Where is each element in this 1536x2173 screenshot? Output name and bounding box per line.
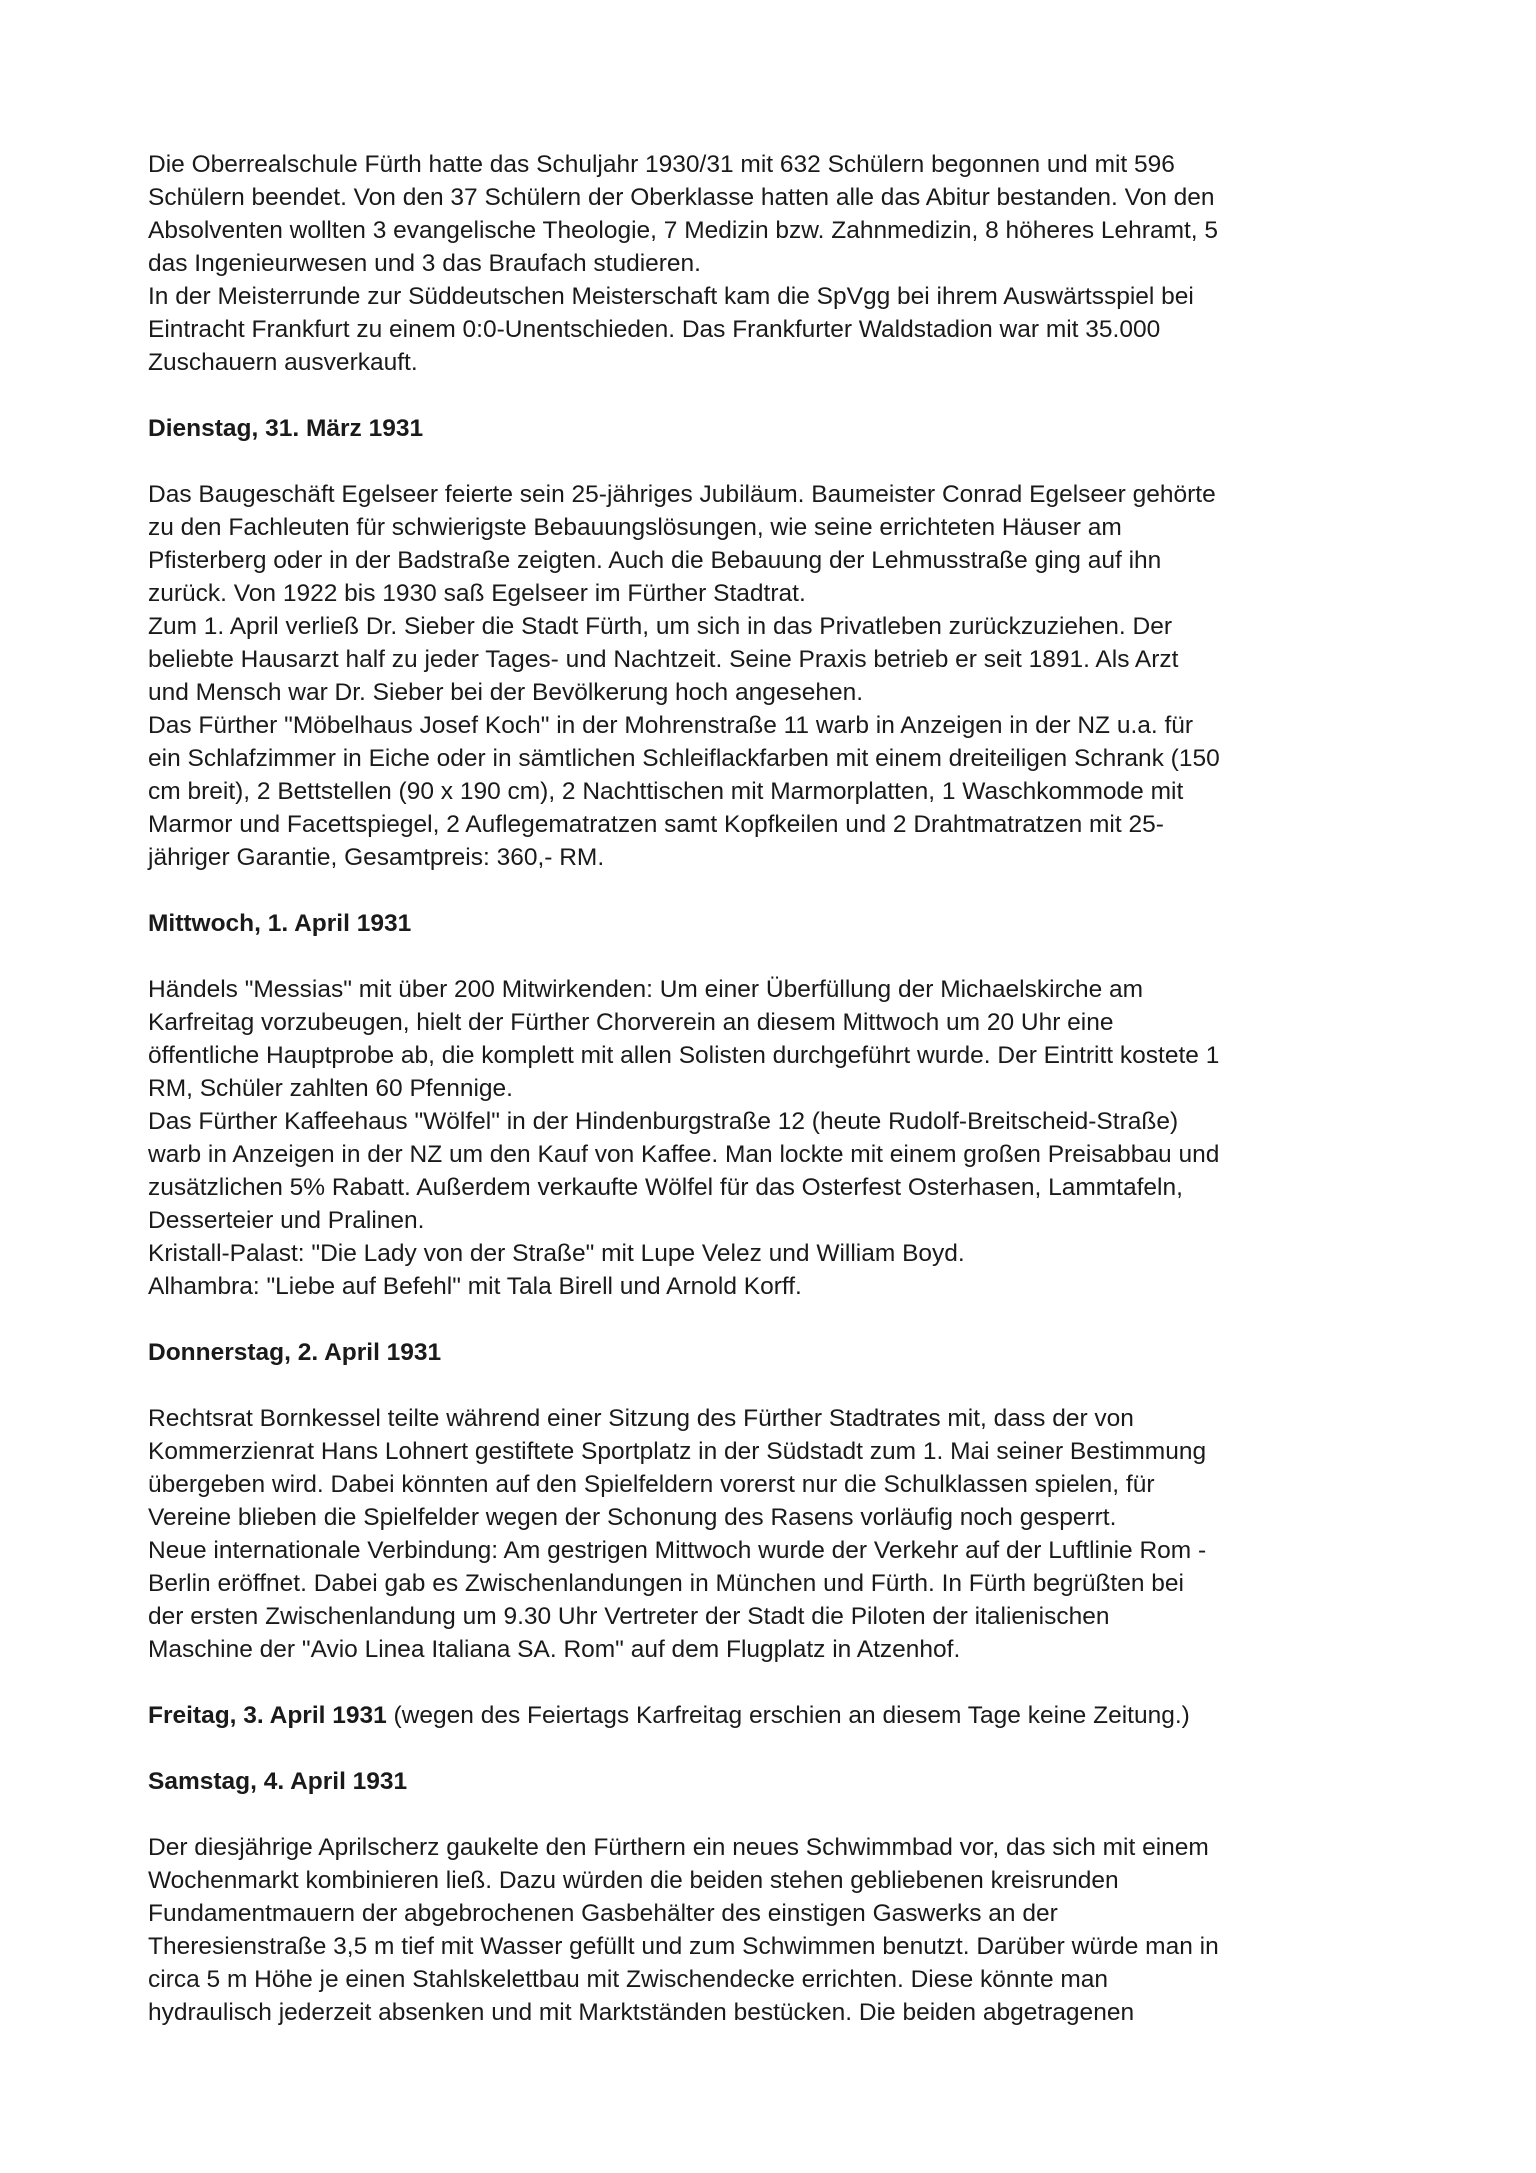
text-line: cm breit), 2 Bettstellen (90 x 190 cm), 2 Nachttischen mit Marmorplatten, 1 Waschkommode mit	[148, 778, 1184, 805]
text-line: Berlin eröffnet. Dabei gab es Zwischenlandungen in München und Fürth. In Fürth begrüßten bei	[148, 1570, 1184, 1597]
text-line: öffentliche Hauptprobe ab, die komplett mit allen Solisten durchgeführt wurde. Der Eintritt kostete 1	[148, 1042, 1220, 1069]
text-line: Neue internationale Verbindung: Am gestrigen Mittwoch wurde der Verkehr auf der Luftlinie Rom -	[148, 1537, 1207, 1564]
text-line: Wochenmarkt kombinieren ließ. Dazu würden die beiden stehen gebliebenen kreisrunden	[148, 1867, 1119, 1894]
text-line: Zum 1. April verließ Dr. Sieber die Stadt Fürth, um sich in das Privatleben zurückzuziehen. Der	[148, 613, 1172, 640]
text-line: Desserteier und Pralinen.	[148, 1207, 425, 1234]
section-freitag	[148, 1699, 1416, 1732]
text-line: Rechtsrat Bornkessel teilte während einer Sitzung des Fürther Stadtrates mit, dass der von	[148, 1405, 1134, 1432]
text-line: ein Schlafzimmer in Eiche oder in sämtlichen Schleiflackfarben mit einem dreiteiligen Schrank (150	[148, 745, 1220, 772]
date-heading: Freitag, 3. April 1931	[148, 1702, 387, 1729]
paragraph	[148, 1534, 1416, 1666]
text-line: Das Fürther Kaffeehaus "Wölfel" in der Hindenburgstraße 12 (heute Rudolf-Breitscheid-Straße)	[148, 1108, 1179, 1135]
text-line: Alhambra: "Liebe auf Befehl" mit Tala Birell und Arnold Korff.	[148, 1273, 802, 1300]
text-line: circa 5 m Höhe je einen Stahlskelettbau mit Zwischendecke errichten. Diese könnte man	[148, 1966, 1109, 1993]
text-line: zurück. Von 1922 bis 1930 saß Egelseer im Fürther Stadtrat.	[148, 580, 806, 607]
text-line: zusätzlichen 5% Rabatt. Außerdem verkaufte Wölfel für das Osterfest Osterhasen, Lammtafeln,	[148, 1174, 1183, 1201]
paragraph	[148, 1402, 1416, 1534]
date-heading: Samstag, 4. April 1931	[148, 1768, 408, 1795]
paragraph	[148, 1270, 1416, 1303]
text-line: Das Baugeschäft Egelseer feierte sein 25-jähriges Jubiläum. Baumeister Conrad Egelseer gehörte	[148, 481, 1216, 508]
text-line: Schülern beendet. Von den 37 Schülern der Oberklasse hatten alle das Abitur bestanden. Von den	[148, 184, 1215, 211]
text-line: Kommerzienrat Hans Lohnert gestiftete Sportplatz in der Südstadt zum 1. Mai seiner Bestimmung	[148, 1438, 1207, 1465]
document-page	[148, 148, 1416, 2029]
date-heading: Donnerstag, 2. April 1931	[148, 1339, 442, 1366]
paragraph	[148, 1237, 1416, 1270]
text-line: Kristall-Palast: "Die Lady von der Straße" mit Lupe Velez und William Boyd.	[148, 1240, 965, 1267]
text-line: der ersten Zwischenlandung um 9.30 Uhr Vertreter der Stadt die Piloten der italienischen	[148, 1603, 1110, 1630]
intro-section	[148, 148, 1416, 379]
text-line: RM, Schüler zahlten 60 Pfennige.	[148, 1075, 513, 1102]
text-line: das Ingenieurwesen und 3 das Braufach studieren.	[148, 250, 701, 277]
paragraph	[148, 280, 1416, 379]
text-line: Eintracht Frankfurt zu einem 0:0-Unentschieden. Das Frankfurter Waldstadion war mit 35.000	[148, 316, 1161, 343]
text-line: jähriger Garantie, Gesamtpreis: 360,- RM.	[148, 844, 605, 871]
section-samstag	[148, 1765, 1416, 2029]
date-heading-with-note	[148, 1699, 1416, 1732]
text-line: hydraulisch jederzeit absenken und mit Marktständen bestücken. Die beiden abgetragenen	[148, 1999, 1135, 2026]
text-line: Fundamentmauern der abgebrochenen Gasbehälter des einstigen Gaswerks an der	[148, 1900, 1058, 1927]
text-line: Der diesjährige Aprilscherz gaukelte den Fürthern ein neues Schwimmbad vor, das sich mit einem	[148, 1834, 1209, 1861]
text-line: Vereine blieben die Spielfelder wegen der Schonung des Rasens vorläufig noch gesperrt.	[148, 1504, 1117, 1531]
heading-note: (wegen des Feiertags Karfreitag erschien an diesem Tage keine Zeitung.)	[386, 1702, 1190, 1729]
text-line: Theresienstraße 3,5 m tief mit Wasser gefüllt und zum Schwimmen benutzt. Darüber würde man in	[148, 1933, 1219, 1960]
section-mittwoch	[148, 907, 1416, 1303]
text-line: Marmor und Facettspiegel, 2 Auflegematratzen samt Kopfkeilen und 2 Drahtmatratzen mit 25-	[148, 811, 1164, 838]
paragraph	[148, 1831, 1416, 2029]
text-line: Absolventen wollten 3 evangelische Theologie, 7 Medizin bzw. Zahnmedizin, 8 höheres Lehramt, 5	[148, 217, 1219, 244]
text-line: beliebte Hausarzt half zu jeder Tages- und Nachtzeit. Seine Praxis betrieb er seit 1891. Als Arzt	[148, 646, 1179, 673]
paragraph	[148, 148, 1416, 280]
text-line: Das Fürther "Möbelhaus Josef Koch" in der Mohrenstraße 11 warb in Anzeigen in der NZ u.a. für	[148, 712, 1194, 739]
text-line: Pfisterberg oder in der Badstraße zeigten. Auch die Bebauung der Lehmusstraße ging auf ihn	[148, 547, 1162, 574]
paragraph	[148, 973, 1416, 1105]
text-line: warb in Anzeigen in der NZ um den Kauf von Kaffee. Man lockte mit einem großen Preisabbau und	[148, 1141, 1220, 1168]
text-line: In der Meisterrunde zur Süddeutschen Meisterschaft kam die SpVgg bei ihrem Auswärtsspiel bei	[148, 283, 1194, 310]
text-line: Karfreitag vorzubeugen, hielt der Fürther Chorverein an diesem Mittwoch um 20 Uhr eine	[148, 1009, 1114, 1036]
text-line: zu den Fachleuten für schwierigste Bebauungslösungen, wie seine errichteten Häuser am	[148, 514, 1122, 541]
date-heading: Dienstag, 31. März 1931	[148, 415, 424, 442]
section-donnerstag	[148, 1336, 1416, 1666]
paragraph	[148, 709, 1416, 874]
text-line: Händels "Messias" mit über 200 Mitwirkenden: Um einer Überfüllung der Michaelskirche am	[148, 976, 1144, 1003]
paragraph	[148, 1105, 1416, 1237]
text-line: Maschine der "Avio Linea Italiana SA. Rom" auf dem Flugplatz in Atzenhof.	[148, 1636, 961, 1663]
paragraph	[148, 478, 1416, 610]
date-heading: Mittwoch, 1. April 1931	[148, 910, 412, 937]
text-line: übergeben wird. Dabei könnten auf den Spielfeldern vorerst nur die Schulklassen spielen, für	[148, 1471, 1155, 1498]
paragraph	[148, 610, 1416, 709]
text-line: Die Oberrealschule Fürth hatte das Schuljahr 1930/31 mit 632 Schülern begonnen und mit 596	[148, 151, 1175, 178]
text-line: Zuschauern ausverkauft.	[148, 349, 418, 376]
text-line: und Mensch war Dr. Sieber bei der Bevölkerung hoch angesehen.	[148, 679, 864, 706]
section-dienstag	[148, 412, 1416, 874]
